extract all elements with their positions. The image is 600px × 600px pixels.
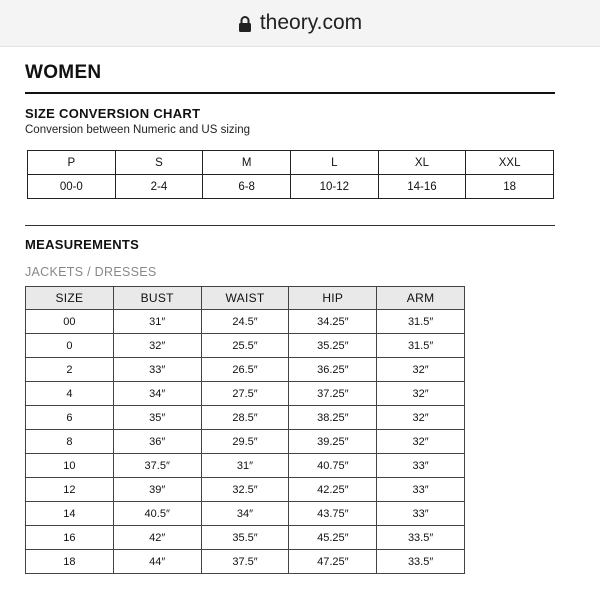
url-display[interactable]: [238, 11, 362, 35]
measurements-table: [25, 286, 465, 574]
column-header: ARM: [377, 287, 465, 310]
conversion-letter-cell: L: [290, 151, 378, 175]
address-bar[interactable]: [0, 0, 600, 47]
table-cell: 26.5″: [201, 358, 289, 382]
table-cell: 16: [26, 526, 114, 550]
table-row: [26, 526, 465, 550]
column-header: BUST: [113, 287, 201, 310]
table-cell: 40.75″: [289, 454, 377, 478]
table-header-row: [26, 287, 465, 310]
table-cell: 37.5″: [201, 550, 289, 574]
column-header: SIZE: [26, 287, 114, 310]
table-cell: 45.25″: [289, 526, 377, 550]
table-cell: 31.5″: [377, 310, 465, 334]
table-cell: 32″: [377, 406, 465, 430]
table-row: [26, 550, 465, 574]
table-cell: 42.25″: [289, 478, 377, 502]
table-cell: 36.25″: [289, 358, 377, 382]
table-cell: 47.25″: [289, 550, 377, 574]
table-cell: 6: [26, 406, 114, 430]
column-header: HIP: [289, 287, 377, 310]
table-row: [26, 382, 465, 406]
table-cell: 39.25″: [289, 430, 377, 454]
table-cell: 34″: [201, 502, 289, 526]
table-cell: 32″: [377, 430, 465, 454]
conversion-numeric-cell: 00-0: [28, 175, 116, 199]
table-cell: 36″: [113, 430, 201, 454]
table-cell: 27.5″: [201, 382, 289, 406]
table-cell: 32.5″: [201, 478, 289, 502]
table-cell: 33″: [377, 478, 465, 502]
table-cell: 32″: [377, 382, 465, 406]
table-cell: 33″: [377, 454, 465, 478]
table-cell: 33.5″: [377, 526, 465, 550]
conversion-numeric-row: [28, 175, 554, 199]
table-row: [26, 358, 465, 382]
table-cell: 25.5″: [201, 334, 289, 358]
table-cell: 43.75″: [289, 502, 377, 526]
url-text: theory.com: [259, 11, 363, 34]
table-cell: 00: [26, 310, 114, 334]
table-cell: 8: [26, 430, 114, 454]
category-label: JACKETS / DRESSES: [25, 265, 157, 279]
table-cell: 10: [26, 454, 114, 478]
page-title: WOMEN: [25, 62, 102, 83]
table-row: [26, 310, 465, 334]
conversion-description: Conversion between Numeric and US sizing: [25, 124, 250, 136]
table-cell: 34.25″: [289, 310, 377, 334]
table-cell: 14: [26, 502, 114, 526]
conversion-numeric-cell: 14-16: [378, 175, 466, 199]
divider: [25, 92, 555, 94]
conversion-title: SIZE CONVERSION CHART: [25, 106, 201, 121]
conversion-numeric-cell: 18: [466, 175, 554, 199]
table-row: [26, 406, 465, 430]
column-header: WAIST: [201, 287, 289, 310]
table-cell: 32″: [113, 334, 201, 358]
table-cell: 12: [26, 478, 114, 502]
table-cell: 29.5″: [201, 430, 289, 454]
table-cell: 35.5″: [201, 526, 289, 550]
table-cell: 42″: [113, 526, 201, 550]
table-cell: 39″: [113, 478, 201, 502]
size-conversion-table: [27, 150, 554, 199]
table-cell: 33.5″: [377, 550, 465, 574]
table-cell: 4: [26, 382, 114, 406]
table-cell: 18: [26, 550, 114, 574]
table-cell: 33″: [377, 502, 465, 526]
table-cell: 35″: [113, 406, 201, 430]
table-row: [26, 502, 465, 526]
conversion-letter-cell: M: [203, 151, 291, 175]
table-row: [26, 478, 465, 502]
conversion-letter-cell: S: [115, 151, 203, 175]
table-cell: 37.25″: [289, 382, 377, 406]
table-cell: 40.5″: [113, 502, 201, 526]
table-cell: 37.5″: [113, 454, 201, 478]
conversion-letter-cell: XXL: [466, 151, 554, 175]
table-cell: 38.25″: [289, 406, 377, 430]
measurements-title: MEASUREMENTS: [25, 237, 140, 252]
conversion-numeric-cell: 6-8: [203, 175, 291, 199]
table-row: [26, 454, 465, 478]
table-cell: 35.25″: [289, 334, 377, 358]
table-cell: 28.5″: [201, 406, 289, 430]
conversion-letter-row: [28, 151, 554, 175]
conversion-letter-cell: P: [28, 151, 116, 175]
table-body: [26, 310, 465, 574]
conversion-letter-cell: XL: [378, 151, 466, 175]
table-cell: 24.5″: [201, 310, 289, 334]
table-row: [26, 334, 465, 358]
lock-icon: [238, 15, 252, 33]
table-cell: 32″: [377, 358, 465, 382]
table-cell: 31″: [201, 454, 289, 478]
conversion-numeric-cell: 2-4: [115, 175, 203, 199]
table-cell: 34″: [113, 382, 201, 406]
table-cell: 0: [26, 334, 114, 358]
table-cell: 44″: [113, 550, 201, 574]
conversion-numeric-cell: 10-12: [290, 175, 378, 199]
divider: [25, 225, 555, 226]
table-cell: 31″: [113, 310, 201, 334]
table-row: [26, 430, 465, 454]
table-cell: 2: [26, 358, 114, 382]
table-cell: 33″: [113, 358, 201, 382]
table-cell: 31.5″: [377, 334, 465, 358]
